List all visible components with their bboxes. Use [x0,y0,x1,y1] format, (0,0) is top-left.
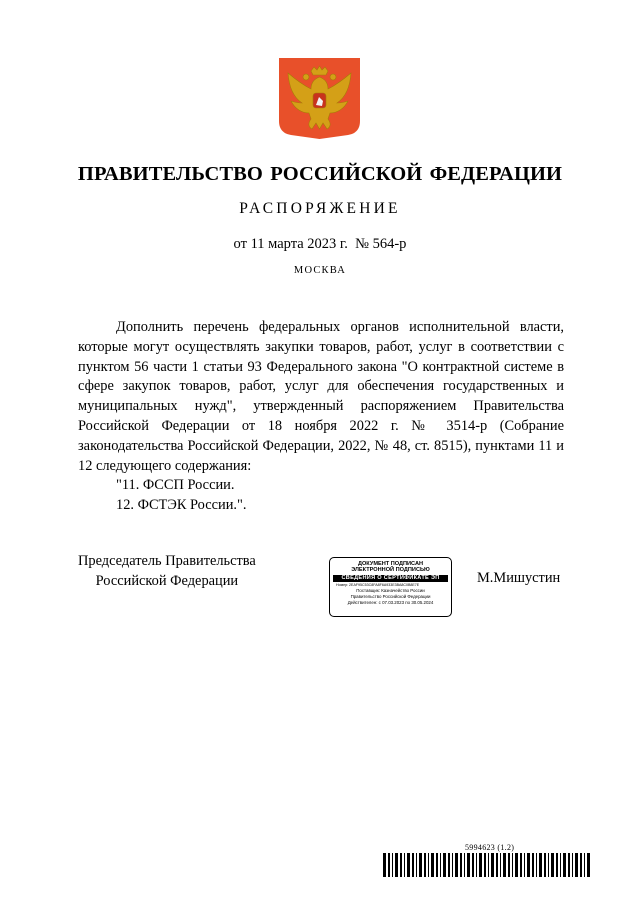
signatory-position [78,552,256,592]
date-number-line [0,236,640,253]
document-type: РАСПОРЯЖЕНИЕ [239,200,401,217]
signatory-position-line2: Российской Федерации [95,572,239,589]
stamp-issuer: Поставщик: Казначейство России [356,588,425,594]
stamp-banner: СВЕДЕНИЯ О СЕРТИФИКАТЕ ЭП [333,575,448,582]
barcode [383,853,591,877]
document-number: 564-р [372,236,407,252]
document-date: от 11 марта 2023 г. [233,236,348,252]
main-paragraph: Дополнить перечень федеральных органов исполнительной власти, которые могут осуществлять закупки товаров, работ, услуг в соответствии с пунктом 56 части 1 статьи 93 Федерального закона "О контрактной системе в сфере закупок товаров, работ, услуг для обеспечения государственных и муниципальных нужд", утвержденный распоряжением Правительства Российской Федерации от 18 ноября 2022 г. № 3514-р (Собрание законодательства Российской Федерации, 2022, № 48, ст. 8515), пунктами 11 и 12 следующего содержания: [78,319,564,474]
stamp-certificate-number: Номер: 2EAF95C53C8FA8F6A933E3BA8C0B8E7E [336,582,420,587]
signatory-position-line1: Председатель Правительства [78,553,256,569]
signatory-name: М.Мишустин [477,570,561,586]
number-sign: № [355,236,369,252]
barcode-number: 5994623 (1.2) [465,843,515,852]
coat-of-arms-emblem [278,57,361,140]
stamp-validity: Действителен: с 07.03.2023 по 30.05.2024 [347,599,434,605]
document-body [78,318,564,516]
government-title: ПРАВИТЕЛЬСТВО РОССИЙСКОЙ ФЕДЕРАЦИИ [77,163,563,185]
list-item-11: "11. ФССП России. [116,477,235,494]
stamp-owner: Правительство Российской Федерации [350,594,431,599]
list-item-12: 12. ФСТЭК России.". [116,497,247,514]
electronic-signature-stamp [329,557,452,617]
city-label: МОСКВА [293,265,347,276]
stamp-line2: ЭЛЕКТРОННОЙ ПОДПИСЬЮ [351,567,430,574]
stamp-line1: ДОКУМЕНТ ПОДПИСАН [357,561,424,567]
